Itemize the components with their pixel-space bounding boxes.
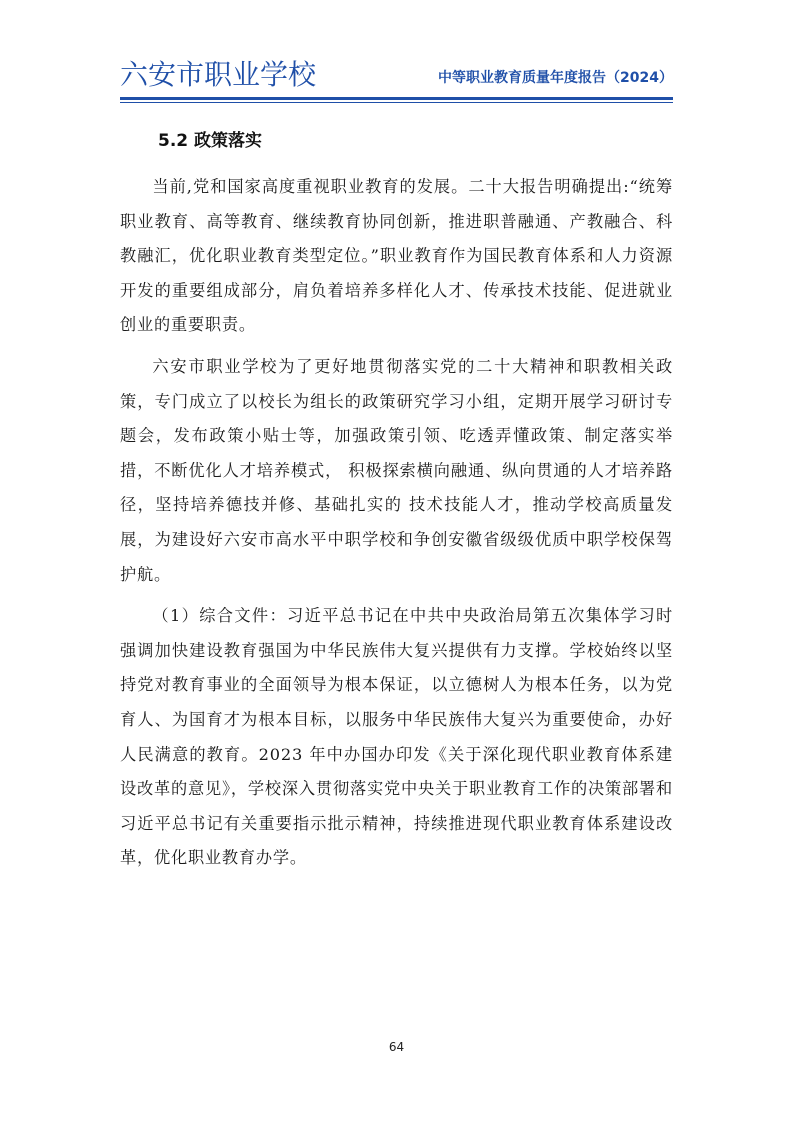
section-title: 5.2 政策落实 xyxy=(158,131,263,151)
page-number: 64 xyxy=(388,1040,405,1054)
header-rule-thin xyxy=(120,102,673,103)
page-header xyxy=(120,58,673,98)
school-name: 六安市职业学校 xyxy=(120,58,317,91)
paragraph: （1）综合文件：习近平总书记在中共中央政治局第五次集体学习时强调加快建设教育强国为中华民族伟大复兴提供有力支撑。学校始终以坚持党对教育事业的全面领导为根本保证，以立德树人为根本任务，以为党育人、为国育才为根本目标，以服务中华民族伟大复兴为重要使命，办好人民满意的教育。2023 年中办国办印发《关于深化现代职业教育体系建设改革的意见》，学校深入贯彻落实党中央关于职业教育工作的决策部署和习近平总书记有关重要指示批示精神，持续推进现代职业教育体系建设改革，优化职业教育办学。 xyxy=(120,606,673,868)
body-text xyxy=(120,170,673,883)
paragraph: 六安市职业学校为了更好地贯彻落实党的二十大精神和职教相关政策，专门成立了以校长为组长的政策研究学习小组，定期开展学习研讨专题会，发布政策小贴士等，加强政策引领、吃透弄懂政策、制定落实举措，不断优化人才培养模式， 积极探索横向融通、纵向贯通的人才培养路径，坚持培养德技并修、基础扎实的 技术技能人才，推动学校高质量发展，为建设好六安市高水平中职学校和争创安徽省级级优质中职学校保驾护航。 xyxy=(120,356,673,584)
report-title: 中等职业教育质量年度报告（2024） xyxy=(438,70,673,86)
paragraph: 当前,党和国家高度重视职业教育的发展。二十大报告明确提出:“统筹职业教育、高等教育、继续教育协同创新，推进职普融通、产教融合、科教融汇，优化职业教育类型定位。”职业教育作为国民教育体系和人力资源开发的重要组成部分，肩负着培养多样化人才、传承技术技能、促进就业创业的重要职责。 xyxy=(120,177,673,335)
header-rule-thick xyxy=(120,97,673,100)
